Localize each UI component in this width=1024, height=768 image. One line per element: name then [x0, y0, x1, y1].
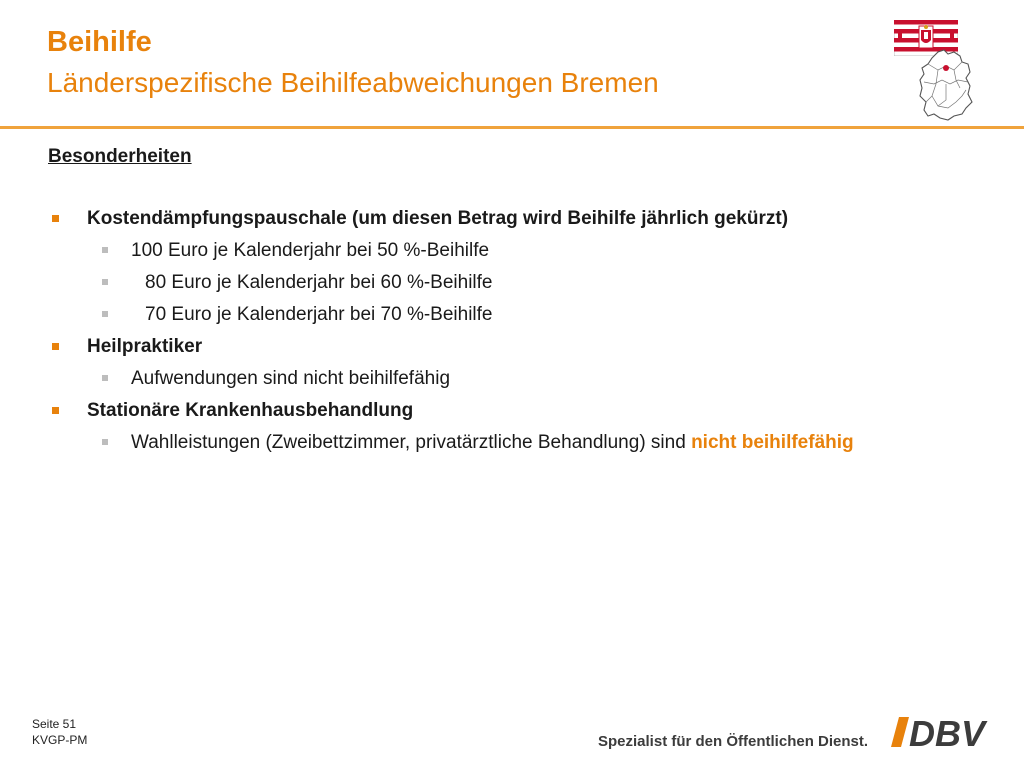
page-title: Beihilfe [47, 26, 152, 58]
list-item [50, 331, 950, 363]
page-subtitle: Länderspezifische Beihilfeabweichungen Bremen [47, 67, 659, 98]
square-bullet-icon [102, 247, 108, 253]
sub-list-item [50, 427, 891, 459]
square-bullet-icon [52, 343, 59, 350]
square-bullet-icon [102, 311, 108, 317]
sub-list-item-label: Wahlleistungen (Zweibettzimmer, privatärztliche Behandlung) sind [131, 432, 692, 453]
highlighted-text: nicht beihilfefähig [691, 432, 854, 453]
document-code: KVGP-PM [32, 733, 88, 747]
list-item [50, 203, 950, 235]
dbv-logo [889, 715, 1003, 749]
square-bullet-icon [102, 439, 108, 445]
sub-list-item [50, 267, 950, 299]
sub-list-item-label: 70 Euro je Kalenderjahr bei 70 %-Beihilfe [145, 304, 493, 325]
sub-list-item-label: 100 Euro je Kalenderjahr bei 50 %-Beihilfe [131, 240, 490, 261]
square-bullet-icon [102, 279, 108, 285]
sub-list-item [50, 299, 950, 331]
section-heading: Besonderheiten [48, 146, 192, 167]
dbv-logo-text: DBV [909, 715, 986, 749]
list-item-label: Stationäre Krankenhausbehandlung [87, 400, 414, 421]
page-footer [32, 716, 87, 748]
square-bullet-icon [102, 375, 108, 381]
sub-list-item-label: 80 Euro je Kalenderjahr bei 60 %-Beihilfe [145, 272, 493, 293]
content-list [50, 203, 950, 459]
page-number: Seite 51 [32, 717, 77, 731]
sub-list-item [50, 363, 950, 395]
square-bullet-icon [52, 215, 59, 222]
sub-list-item-label: Aufwendungen sind nicht beihilfefähig [131, 368, 451, 389]
header-divider [0, 126, 1024, 129]
germany-map-icon [916, 48, 976, 122]
list-item-label: Heilpraktiker [87, 336, 203, 357]
list-item-label: Kostendämpfungspauschale (um diesen Betrag wird Beihilfe jährlich gekürzt) [87, 208, 789, 229]
sub-list-item [50, 235, 950, 267]
brand-slogan: Spezialist für den Öffentlichen Dienst. [598, 733, 869, 750]
list-item [50, 395, 950, 427]
square-bullet-icon [52, 407, 59, 414]
